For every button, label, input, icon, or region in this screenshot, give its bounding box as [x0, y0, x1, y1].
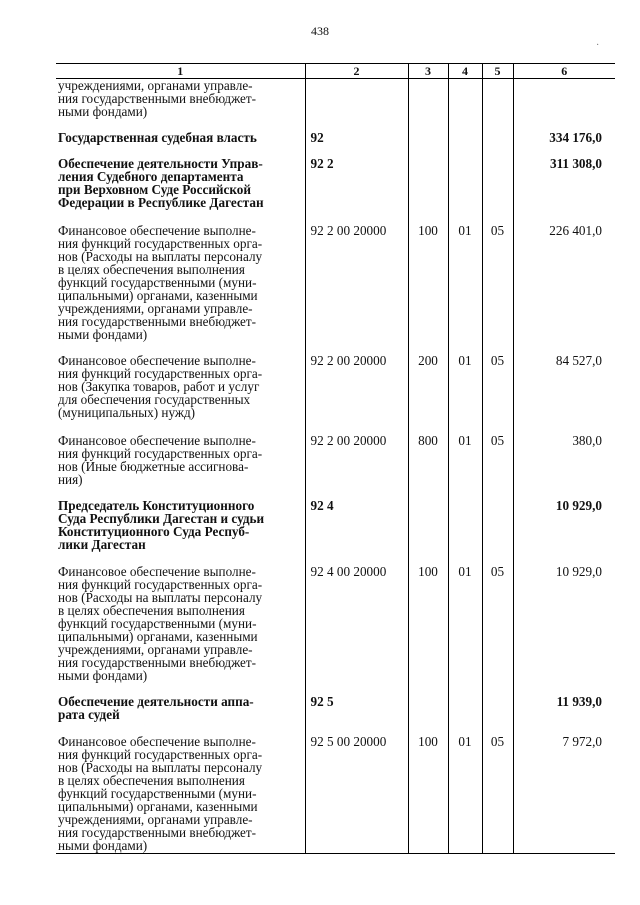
row-amount: 84 527,0: [513, 354, 615, 434]
table-row: [56, 735, 615, 854]
row-expense-type: [408, 79, 448, 132]
row-section: 01: [448, 434, 482, 499]
row-section: [448, 499, 482, 565]
row-section: [448, 695, 482, 735]
stray-mark: ·: [596, 40, 600, 51]
row-name: Государственная судебная власть: [58, 130, 257, 145]
row-name: Председатель Конституционного Суда Республики Дагестан и судьи Конституционного Суда Респуб- лики Дагестан: [58, 498, 265, 552]
header-col-5: 5: [482, 64, 513, 79]
page-number: 438: [311, 24, 329, 38]
row-amount: 10 929,0: [513, 565, 615, 695]
row-code: 92 5 00 20000: [305, 735, 408, 854]
row-subsection: 05: [482, 354, 513, 434]
row-code: 92 5: [305, 695, 408, 735]
row-code: 92: [305, 131, 408, 157]
row-subsection: 05: [482, 565, 513, 695]
table-body: [56, 79, 615, 854]
table-row: [56, 565, 615, 695]
header-col-4: 4: [448, 64, 482, 79]
table-row: [56, 695, 615, 735]
row-amount: [513, 79, 615, 132]
table-row: [56, 499, 615, 565]
row-expense-type: 200: [408, 354, 448, 434]
row-name: Финансовое обеспечение выполне- ния функций государственных орга- нов (Иные бюджетные ассигнова- ния): [58, 433, 263, 487]
row-subsection: [482, 695, 513, 735]
row-section: 01: [448, 565, 482, 695]
row-section: 01: [448, 735, 482, 854]
row-expense-type: 100: [408, 224, 448, 354]
row-section: [448, 157, 482, 224]
row-section: [448, 79, 482, 132]
row-expense-type: [408, 157, 448, 224]
row-subsection: 05: [482, 735, 513, 854]
row-expense-type: 800: [408, 434, 448, 499]
row-amount: 334 176,0: [513, 131, 615, 157]
row-name: Обеспечение деятельности аппа- рата судей: [58, 694, 254, 722]
header-col-3: 3: [408, 64, 448, 79]
row-name: Финансовое обеспечение выполне- ния функций государственных орга- нов (Закупка товаров, работ и услуг для обеспечения государственных (муниципальных) нужд): [58, 353, 263, 420]
row-amount: 11 939,0: [513, 695, 615, 735]
header-col-2: 2: [305, 64, 408, 79]
row-code: 92 2 00 20000: [305, 354, 408, 434]
row-amount: 10 929,0: [513, 499, 615, 565]
row-amount: 7 972,0: [513, 735, 615, 854]
header-row: [56, 64, 615, 79]
row-code: [305, 79, 408, 132]
row-name: Финансовое обеспечение выполне- ния функций государственных орга- нов (Расходы на выплаты персоналу в целях обеспечения выполнения функций государственными (муни- ципальными) органами, казенными учреждениями, органами управле- ния государственными внебюджет- ными фондами): [58, 564, 263, 683]
row-section: 01: [448, 224, 482, 354]
table-header: [56, 64, 615, 79]
row-code: 92 2: [305, 157, 408, 224]
row-amount: 311 308,0: [513, 157, 615, 224]
table-row: [56, 434, 615, 499]
budget-table: [56, 63, 615, 854]
row-expense-type: 100: [408, 565, 448, 695]
row-amount: 226 401,0: [513, 224, 615, 354]
row-name: Обеспечение деятельности Управ- ления Судебного департамента при Верховном Суде Российской Федерации в Республике Дагестан: [58, 156, 264, 210]
row-code: 92 4: [305, 499, 408, 565]
row-subsection: [482, 79, 513, 132]
row-code: 92 2 00 20000: [305, 224, 408, 354]
table-row: [56, 157, 615, 224]
table-row: [56, 354, 615, 434]
row-expense-type: 100: [408, 735, 448, 854]
header-col-1: 1: [56, 64, 305, 79]
row-name: учреждениями, органами управле- ния государственными внебюджет- ными фондами): [58, 78, 257, 119]
row-expense-type: [408, 499, 448, 565]
row-subsection: [482, 499, 513, 565]
row-section: [448, 131, 482, 157]
table-row: [56, 131, 615, 157]
row-code: 92 4 00 20000: [305, 565, 408, 695]
row-expense-type: [408, 131, 448, 157]
row-subsection: [482, 131, 513, 157]
row-code: 92 2 00 20000: [305, 434, 408, 499]
row-subsection: 05: [482, 434, 513, 499]
row-subsection: [482, 157, 513, 224]
row-name: Финансовое обеспечение выполне- ния функций государственных орга- нов (Расходы на выплаты персоналу в целях обеспечения выполнения функций государственными (муни- ципальными) органами, казенными учреждениями, органами управле- ния государственными внебюджет- ными фондами): [58, 223, 263, 342]
table-row: [56, 224, 615, 354]
row-name: Финансовое обеспечение выполне- ния функций государственных орга- нов (Расходы на выплаты персоналу в целях обеспечения выполнения функций государственными (муни- ципальными) органами, казенными учреждениями, органами управле- ния государственными внебюджет- ными фондами): [56, 735, 305, 854]
table-row: [56, 79, 615, 132]
row-amount: 380,0: [513, 434, 615, 499]
row-expense-type: [408, 695, 448, 735]
row-section: 01: [448, 354, 482, 434]
row-subsection: 05: [482, 224, 513, 354]
header-col-6: 6: [513, 64, 615, 79]
